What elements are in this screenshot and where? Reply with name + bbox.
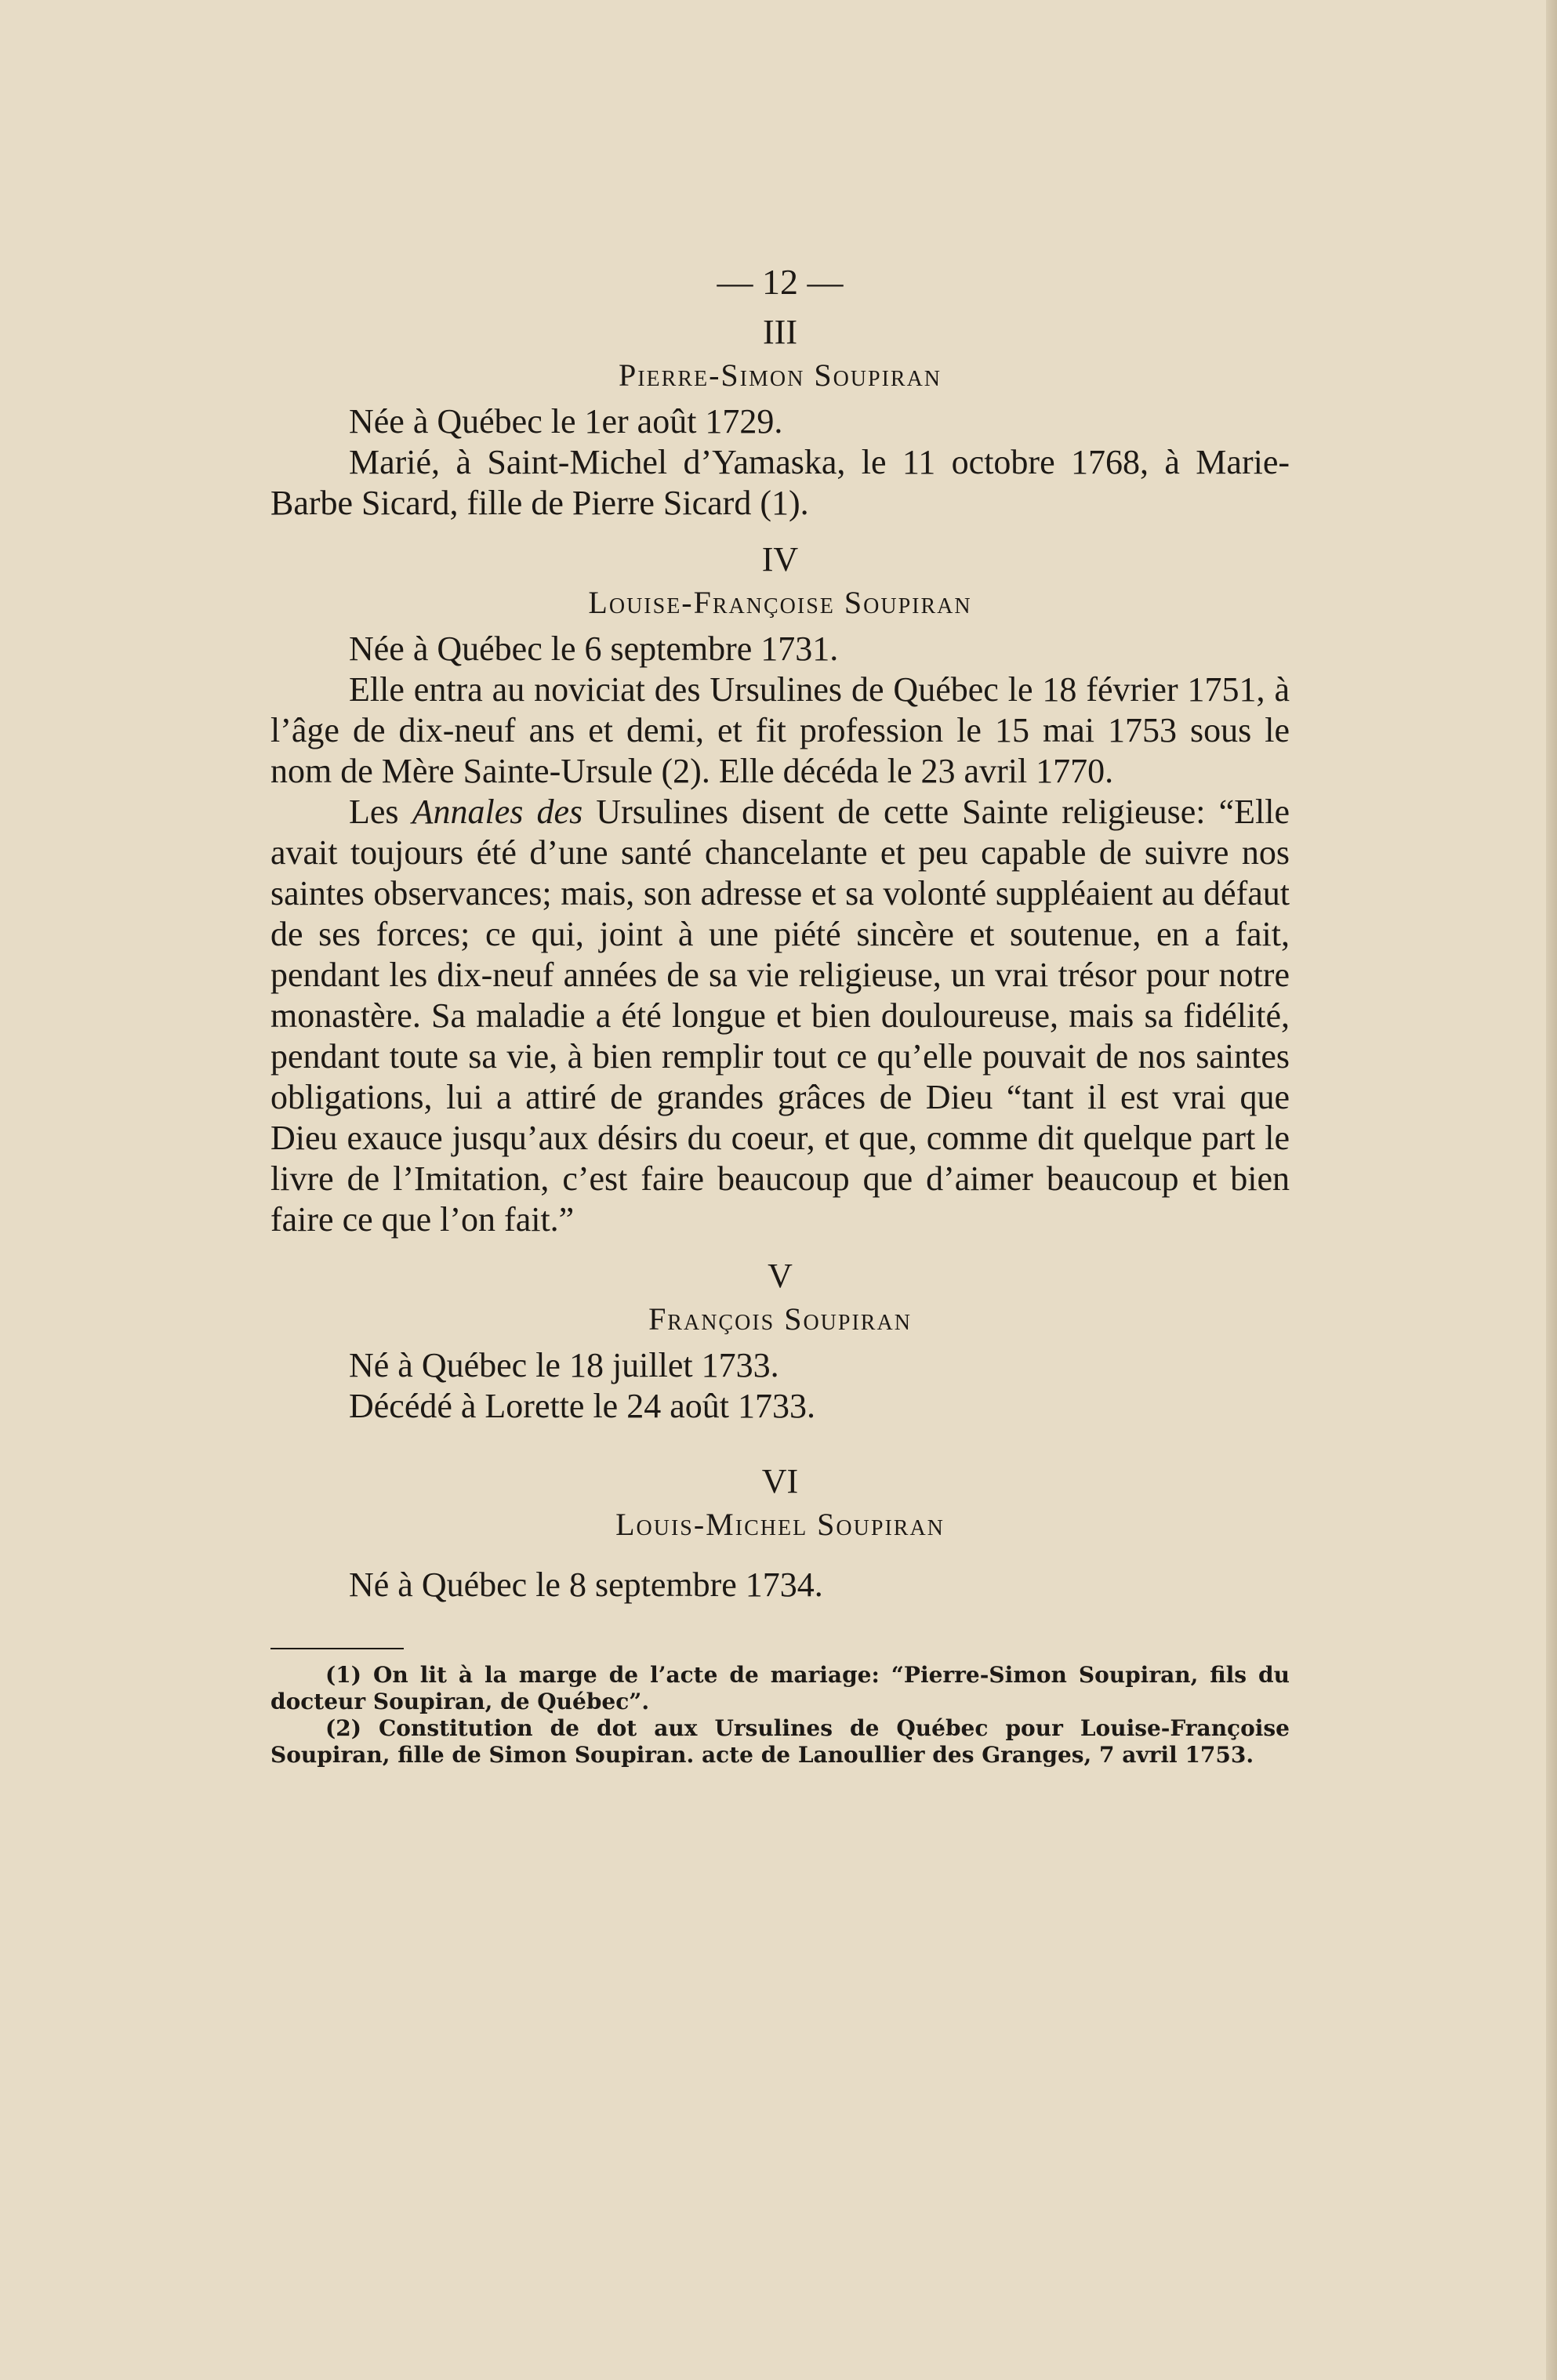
paragraph-birth: Né à Québec le 8 septembre 1734.	[349, 1566, 823, 1604]
book-page	[270, 259, 1290, 1769]
annales-title: Annales des	[412, 793, 583, 831]
paragraph-birth: Née à Québec le 6 septembre 1731.	[349, 629, 839, 668]
section-numeral-iii: III	[763, 313, 797, 351]
footnote-1: (1) On lit à la marge de l’acte de mariage: “Pierre-Simon Soupiran, fils du docteur Soupiran, de Québec”.	[270, 1662, 1290, 1714]
paragraph-birth: Né à Québec le 18 juillet 1733.	[349, 1346, 779, 1384]
paragraph-birth: Née à Québec le 1er août 1729.	[349, 402, 783, 441]
paragraph-annales	[270, 792, 1290, 1240]
section-heading-pierre-simon: Pierre-Simon Soupiran	[618, 357, 942, 393]
section-heading-louise-francoise: Louise-Françoise Soupiran	[588, 585, 972, 620]
paragraph-death: Décédé à Lorette le 24 août 1733.	[349, 1387, 815, 1425]
annales-lead: Les	[349, 793, 412, 831]
section-heading-francois: François Soupiran	[648, 1301, 912, 1337]
paragraph-marriage: Marié, à Saint-Michel d’Yamaska, le 11 octobre 1768, à Marie-Barbe Sicard, fille de Pierre Sicard (1).	[270, 443, 1290, 522]
page-edge	[1546, 0, 1557, 2380]
paragraph-novitiate: Elle entra au noviciat des Ursulines de Québec le 18 février 1751, à l’âge de dix-neuf ans et demi, et fit profession le 15 mai 1753 sous le nom de Mère Sainte-Ursule (2). Elle décéda le 23 avril 1770.	[270, 670, 1290, 790]
section-numeral-vi: VI	[761, 1462, 799, 1500]
annales-text: Ursulines disent de cette Sainte religieuse: “Elle avait toujours été d’une santé chancelante et peu capable de suivre nos saintes observances; mais, son adresse et sa volonté suppléaient au défaut de ses forces; ce qui, joint à une piété sincère et soutenue, en a fait, pendant les dix-neuf années de sa vie religieuse, un vrai trésor pour notre monastère. Sa maladie a été longue et bien douloureuse, mais sa fidélité, pendant toute sa vie, à bien remplir tout ce qu’elle pouvait de nos saintes obligations, lui a attiré de grandes grâces de Dieu “tant il est vrai que Dieu exauce jusqu’aux désirs du coeur, et que, comme dit quelque part le livre de l’Imitation, c’est faire beaucoup que d’aimer beaucoup et bien faire ce que l’on fait.”	[270, 793, 1290, 1239]
section-heading-louis-michel: Louis-Michel Soupiran	[615, 1507, 945, 1542]
section-numeral-iv: IV	[761, 540, 799, 579]
section-numeral-v: V	[768, 1257, 793, 1295]
footnote-2: (2) Constitution de dot aux Ursulines de Québec pour Louise-Françoise Soupiran, fille de Simon Soupiran. acte de Lanoullier des Granges, 7 avril 1753.	[270, 1715, 1290, 1768]
page-number: — 12 —	[717, 262, 844, 302]
footnote-divider	[270, 1648, 404, 1649]
